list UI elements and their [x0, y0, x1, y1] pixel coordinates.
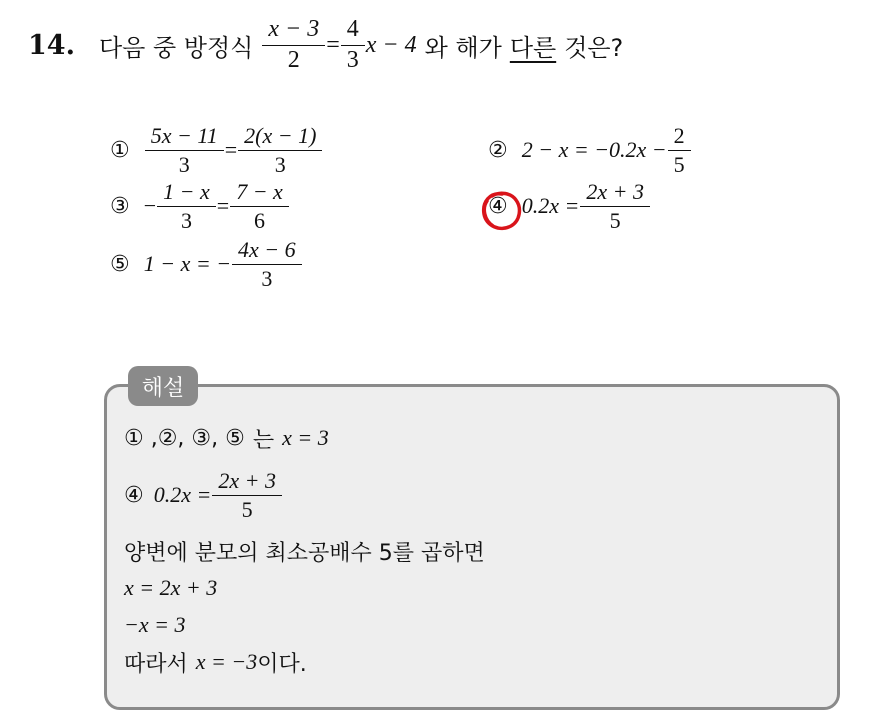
option-3-equals: = — [216, 193, 230, 218]
option-1-lhs-denominator: 3 — [145, 150, 224, 176]
question-equals: = — [326, 31, 340, 58]
option-1-equals: = — [224, 137, 238, 162]
option-1-rhs-denominator: 3 — [238, 150, 322, 176]
solution-line-6 — [124, 644, 307, 680]
solution-line-4: x = 2x + 3 — [124, 575, 218, 600]
option-1-marker: ① — [110, 137, 130, 163]
question-mid: 와 해가 — [424, 33, 502, 62]
option-1[interactable] — [110, 122, 323, 178]
option-4-marker: ④ — [488, 194, 508, 219]
option-2[interactable] — [488, 122, 692, 178]
question-suffix: 것은? — [564, 33, 624, 62]
solution-line2-denominator: 5 — [212, 495, 282, 521]
option-2-marker: ② — [488, 137, 508, 163]
option-5-marker: ⑤ — [110, 251, 130, 277]
option-1-rhs-numerator: 2(x − 1) — [244, 123, 317, 149]
question-rhs-fraction — [344, 17, 362, 72]
solution-line-3: 양변에 분모의 최소공배수 5를 곱하면 — [124, 540, 485, 566]
solution-line2-marker: ④ — [124, 482, 144, 508]
option-4[interactable] — [488, 178, 651, 234]
option-3-rhs-denominator: 6 — [230, 206, 289, 232]
option-5-text: 1 − x = − — [143, 251, 232, 276]
option-1-lhs-numerator: 5x − 11 — [150, 123, 218, 149]
question-lhs-denominator: 2 — [262, 45, 325, 73]
solution-line-5: −x = 3 — [124, 612, 186, 637]
option-2-numerator: 2 — [673, 123, 685, 149]
question-number: 14. — [28, 29, 75, 61]
solution-line1-math: x = 3 — [282, 425, 329, 450]
option-3-sign: − — [143, 193, 157, 218]
option-5[interactable] — [110, 236, 303, 292]
question-lhs-fraction — [265, 17, 322, 72]
option-3-lhs-denominator: 3 — [157, 206, 216, 232]
question-rhs-numerator: 4 — [346, 16, 359, 43]
option-2-text: 2 − x = −0.2x − — [521, 137, 667, 162]
option-4-numerator: 2x + 3 — [586, 179, 644, 205]
question-rhs-rest: x − 4 — [365, 31, 417, 58]
solution-line6-pre: 따라서 — [124, 651, 188, 677]
solution-line6-math: x = −3 — [195, 649, 258, 674]
option-3[interactable] — [110, 178, 290, 234]
option-4-denominator: 5 — [580, 206, 650, 232]
option-3-lhs-numerator: 1 − x — [163, 179, 210, 205]
question-rhs-denominator: 3 — [341, 45, 365, 73]
question-lhs-numerator: x − 3 — [268, 16, 320, 43]
solution-line6-post: 이다. — [257, 651, 307, 677]
solution-line2-numerator: 2x + 3 — [218, 468, 276, 494]
red-circle-mark-icon — [478, 188, 524, 234]
solution-tab: 해설 — [128, 366, 198, 406]
option-3-rhs-numerator: 7 − x — [236, 179, 283, 205]
option-3-marker: ③ — [110, 193, 130, 219]
option-2-denominator: 5 — [668, 150, 691, 176]
question-prefix: 다음 중 방정식 — [98, 33, 254, 62]
solution-line-2 — [124, 462, 283, 528]
solution-line1-word: 는 — [252, 427, 275, 453]
solution-line2-text: 0.2x = — [153, 482, 212, 507]
question-line — [28, 14, 623, 76]
solution-line1-markers: ① ,②, ③, ⑤ — [124, 425, 245, 451]
option-4-text: 0.2x = — [521, 193, 580, 218]
question-underlined-word: 다른 — [509, 33, 557, 62]
solution-line-1 — [124, 420, 329, 456]
option-5-denominator: 3 — [232, 264, 302, 290]
option-5-numerator: 4x − 6 — [238, 237, 296, 263]
